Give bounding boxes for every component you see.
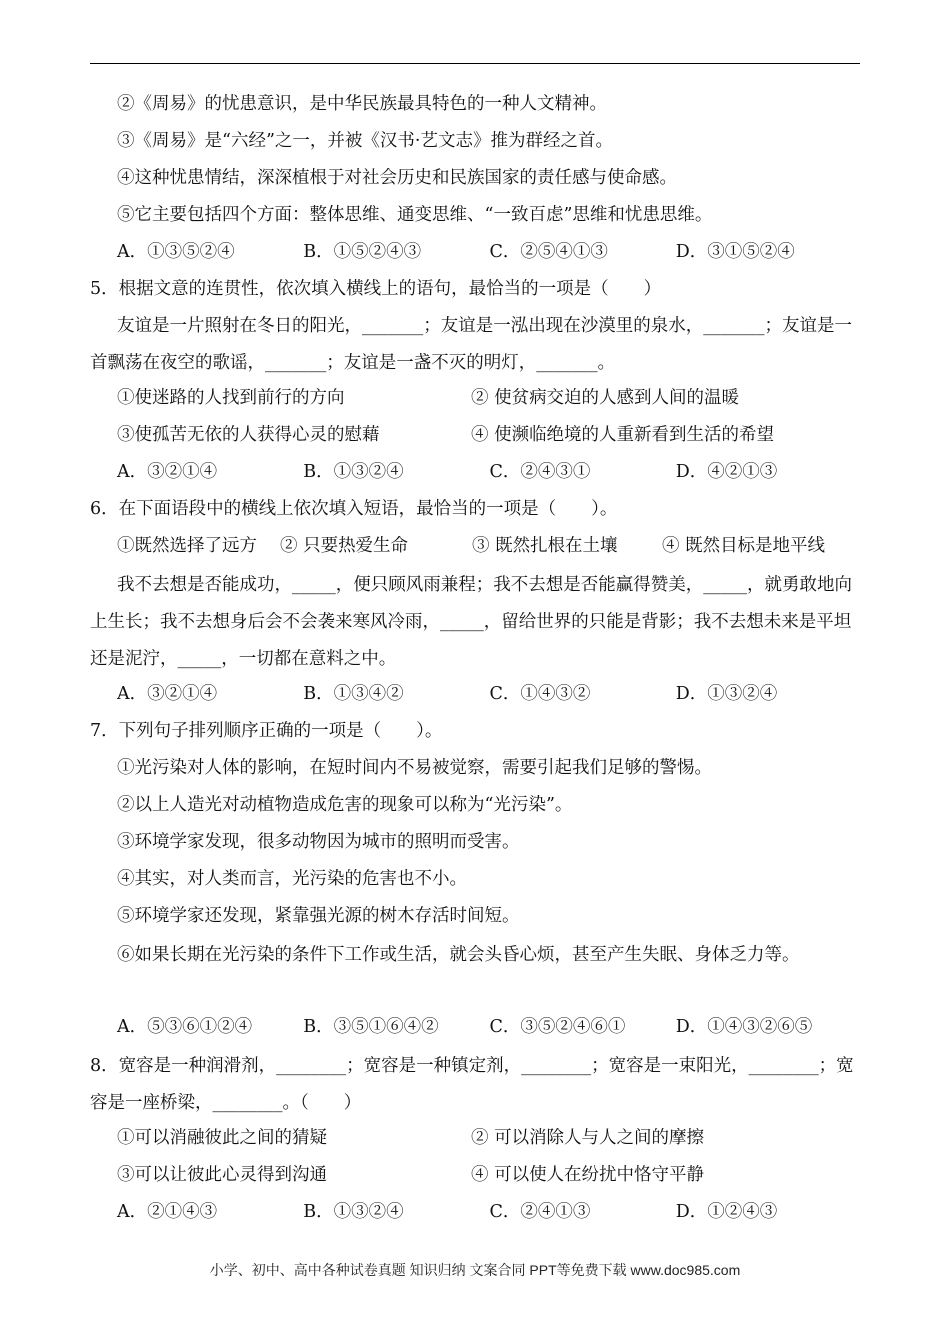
q7-option-b: B．③⑤①⑥④② (303, 1017, 439, 1037)
q5-choice-3: ③使孤苦无依的人获得心灵的慰藉 (117, 425, 380, 445)
q8-choices-row-1 (90, 1122, 862, 1159)
q7-option-c: C．③⑤②④⑥① (489, 1017, 626, 1037)
q6-phrase-4: ④ 既然目标是地平线 (662, 536, 826, 556)
q8-stem: 8．宽容是一种润滑剂，________；宽容是一种镇定剂，________；宽容是一束阳光，________；宽容是一座桥梁，________。（ ） (90, 1056, 854, 1113)
q8-choices-row-2 (90, 1159, 862, 1196)
q5-choice-1: ①使迷路的人找到前行的方向 (117, 388, 345, 408)
q7-item-1: ①光污染对人体的影响，在短时间内不易被觉察，需要引起我们足够的警惕。 (117, 758, 712, 778)
q8-option-b: B．①③②④ (303, 1202, 404, 1222)
q6-phrase-3: ③ 既然扎根在土壤 (472, 536, 618, 556)
q7-options (90, 1011, 862, 1048)
q5-choice-2: ② 使贫病交迫的人感到人间的温暖 (471, 388, 740, 408)
q6-stem: 6．在下面语段中的横线上依次填入短语，最恰当的一项是（ ）。 (90, 499, 618, 519)
q4-item-2: ②《周易》的忧患意识，是中华民族最具特色的一种人文精神。 (117, 94, 607, 114)
document-body (90, 88, 862, 1233)
q4-item-5: ⑤它主要包括四个方面：整体思维、通变思维、“一致百虑”思维和忧患思维。 (117, 205, 713, 225)
q4-option-a: A．①③⑤②④ (117, 242, 235, 262)
q8-choice-2: ② 可以消除人与人之间的摩擦 (471, 1128, 705, 1148)
q8-option-a: A．②①④③ (117, 1202, 218, 1222)
q5-choices-row-2 (90, 419, 862, 456)
q5-choice-4: ④ 使濒临绝境的人重新看到生活的希望 (471, 425, 775, 445)
page-footer: 小学、初中、高中各种试卷真题 知识归纳 文案合同 PPT等免费下载 www.doc985.com (209, 1262, 741, 1278)
q6-option-d: D．①③②④ (675, 684, 778, 704)
q7-stem: 7．下列句子排列顺序正确的一项是（ ）。 (90, 721, 443, 741)
q7-item-5: ⑤环境学家还发现，紧靠强光源的树木存活时间短。 (117, 906, 520, 926)
q5-option-b: B．①③②④ (303, 462, 404, 482)
q6-phrases (90, 530, 862, 567)
q5-text: 友谊是一片照射在冬日的阳光，_______；友谊是一泓出现在沙漠里的泉水，_______；友谊是一首飘荡在夜空的歌谣，_______；友谊是一盏不灭的明灯，_______。 (90, 316, 852, 373)
q7-item-4: ④其实，对人类而言，光污染的危害也不小。 (117, 869, 467, 889)
q5-option-d: D．④②①③ (675, 462, 778, 482)
q5-stem: 5．根据文意的连贯性，依次填入横线上的语句，最恰当的一项是（ ） (90, 279, 662, 299)
q6-option-b: B．①③④② (303, 684, 404, 704)
q5-choices-row-1 (90, 382, 862, 419)
q6-options (90, 678, 862, 715)
q4-item-4: ④这种忧患情结，深深植根于对社会历史和民族国家的责任感与使命感。 (117, 168, 677, 188)
q7-item-6: ⑥如果长期在光污染的条件下工作或生活，就会头昏心烦，甚至产生失眠、身体乏力等。 (117, 945, 800, 965)
q8-choice-1: ①可以消融彼此之间的猜疑 (117, 1128, 327, 1148)
q4-option-d: D．③①⑤②④ (675, 242, 795, 262)
q7-option-a: A．⑤③⑥①②④ (117, 1017, 253, 1037)
q4-option-c: C．②⑤④①③ (489, 242, 608, 262)
q6-option-a: A．③②①④ (117, 684, 218, 704)
q8-choice-4: ④ 可以使人在纷扰中恪守平静 (471, 1165, 705, 1185)
q4-item-3: ③《周易》是“六经”之一，并被《汉书·艺文志》推为群经之首。 (117, 131, 613, 151)
header-rule (90, 63, 860, 64)
q7-item-2: ②以上人造光对动植物造成危害的现象可以称为“光污染”。 (117, 795, 573, 815)
q7-item-3: ③环境学家发现，很多动物因为城市的照明而受害。 (117, 832, 520, 852)
q4-option-b: B．①⑤②④③ (303, 242, 422, 262)
q4-options (90, 236, 862, 273)
q8-options (90, 1196, 862, 1233)
q7-option-d: D．①④③②⑥⑤ (675, 1017, 813, 1037)
q6-phrase-2: ② 只要热爱生命 (280, 536, 409, 556)
q5-option-a: A．③②①④ (117, 462, 218, 482)
q5-options (90, 456, 862, 493)
q8-option-d: D．①②④③ (675, 1202, 778, 1222)
q6-option-c: C．①④③② (489, 684, 591, 704)
q5-option-c: C．②④③① (489, 462, 591, 482)
q6-phrase-1: ①既然选择了远方 (117, 536, 257, 556)
q8-option-c: C．②④①③ (489, 1202, 591, 1222)
q6-text: 我不去想是否能成功，_____，便只顾风雨兼程；我不去想是否能赢得赞美，_____，就勇敢地向上生长；我不去想身后会不会袭来寒风冷雨，_____，留给世界的只能是背影；我不去想未来是平坦还是泥泞，_____，一切都在意料之中。 (90, 575, 852, 669)
q8-choice-3: ③可以让彼此心灵得到沟通 (117, 1165, 327, 1185)
